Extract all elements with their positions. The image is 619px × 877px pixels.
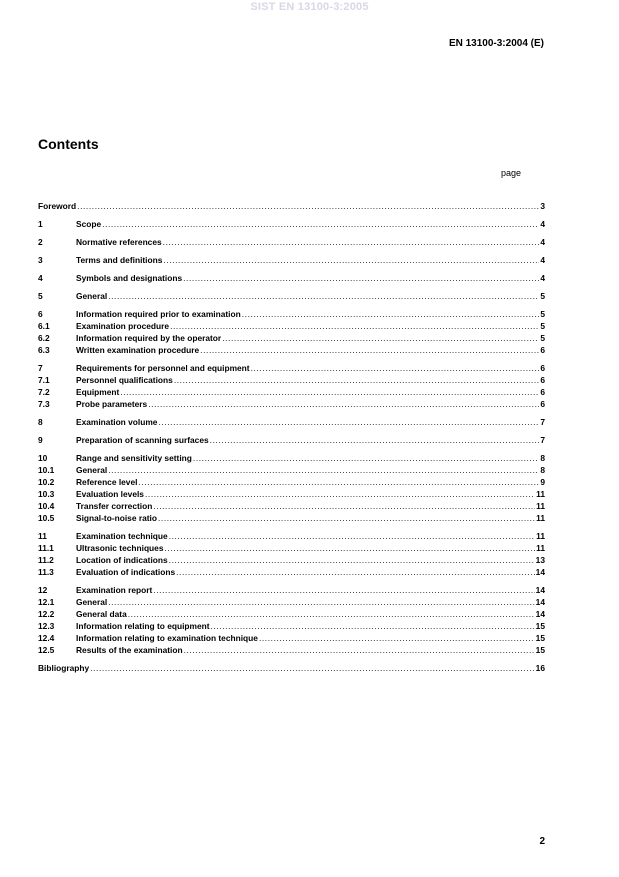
toc-entry-title: Personnel qualifications <box>76 375 173 385</box>
toc-entry[interactable] <box>38 218 545 230</box>
toc-entry-page: 14 <box>535 597 545 607</box>
toc-entry-title: Examination technique <box>76 531 168 541</box>
toc-dot-leader <box>77 200 539 212</box>
toc-entry-page: 6 <box>540 387 545 397</box>
toc-entry-title: Information required prior to examination <box>76 309 241 319</box>
toc-entry-title: Symbols and designations <box>76 273 183 283</box>
page-column-label: page <box>501 168 522 178</box>
toc-dot-leader <box>138 476 539 488</box>
toc-entry-page: 11 <box>536 501 545 511</box>
document-code: EN 13100-3:2004 (E) <box>448 38 544 49</box>
toc-entry-title: Information relating to examination technique <box>76 633 258 643</box>
toc-entry-number: 7 <box>38 363 43 373</box>
toc-entry-page: 15 <box>535 621 545 631</box>
toc-entry[interactable] <box>38 386 545 398</box>
toc-entry-title: Scope <box>76 219 102 229</box>
toc-entry[interactable] <box>38 644 545 656</box>
toc-entry[interactable] <box>38 236 545 248</box>
toc-entry[interactable] <box>38 290 545 302</box>
toc-entry-page: 4 <box>540 237 545 247</box>
toc-dot-leader <box>251 362 540 374</box>
toc-entry-number: 11 <box>38 531 47 541</box>
toc-entry-title: Equipment <box>76 387 120 397</box>
toc-entry-number: 11.3 <box>38 567 54 577</box>
toc-dot-leader <box>200 344 539 356</box>
toc-entry[interactable] <box>38 566 545 578</box>
toc-entry-title: Normative references <box>76 237 162 247</box>
toc-entry-title: Probe parameters <box>76 399 148 409</box>
toc-dot-leader <box>242 308 540 320</box>
toc-entry[interactable] <box>38 254 545 266</box>
toc-entry[interactable] <box>38 344 545 356</box>
toc-entry-number: 2 <box>38 237 43 247</box>
toc-entry-number: 7.3 <box>38 399 50 409</box>
toc-entry-number: 12.4 <box>38 633 55 643</box>
toc-entry[interactable] <box>38 362 545 374</box>
toc-dot-leader <box>148 398 539 410</box>
toc-entry-number: 11.2 <box>38 555 54 565</box>
toc-entry-number: 10.3 <box>38 489 55 499</box>
toc-dot-leader <box>102 218 539 230</box>
toc-entry-title: General <box>76 465 108 475</box>
toc-entry-number: 12.1 <box>38 597 55 607</box>
toc-entry[interactable] <box>38 542 545 554</box>
toc-dot-leader <box>184 644 535 656</box>
watermark: SIST EN 13100-3:2005 <box>250 1 369 13</box>
toc-entry-title: Information relating to equipment <box>76 621 210 631</box>
toc-entry-title: Examination procedure <box>76 321 170 331</box>
toc-entry-number: 5 <box>38 291 43 301</box>
toc-entry-title: Reference level <box>76 477 138 487</box>
toc-entry-title: Information required by the operator <box>76 333 222 343</box>
toc-entry[interactable] <box>38 308 545 320</box>
toc-entry-page: 14 <box>535 585 545 595</box>
toc-entry-page: 14 <box>535 609 545 619</box>
toc-entry[interactable] <box>38 512 545 524</box>
toc-entry[interactable] <box>38 554 545 566</box>
toc-entry-title: Written examination procedure <box>76 345 200 355</box>
toc-entry-title: Results of the examination <box>76 645 183 655</box>
toc-entry-number: 12.3 <box>38 621 55 631</box>
toc-entry-title: Examination report <box>76 585 153 595</box>
toc-entry[interactable] <box>38 200 545 212</box>
toc-entry-page: 5 <box>540 291 545 301</box>
toc-entry-title: Terms and definitions <box>76 255 163 265</box>
toc-entry[interactable] <box>38 320 545 332</box>
toc-entry-title: Range and sensitivity setting <box>76 453 192 463</box>
toc-dot-leader <box>183 272 539 284</box>
toc-dot-leader <box>165 542 536 554</box>
toc-entry[interactable] <box>38 530 545 542</box>
toc-dot-leader <box>120 386 539 398</box>
toc-entry[interactable] <box>38 434 545 446</box>
page-number: 2 <box>539 836 545 847</box>
toc-dot-leader <box>211 620 535 632</box>
toc-entry[interactable] <box>38 596 545 608</box>
toc-entry-title: General <box>76 291 108 301</box>
toc-entry-number: 10.1 <box>38 465 55 475</box>
toc-dot-leader <box>174 374 540 386</box>
toc-dot-leader <box>145 488 535 500</box>
toc-entry-title: Signal-to-noise ratio <box>76 513 157 523</box>
toc-entry-page: 8 <box>540 465 545 475</box>
toc-entry[interactable] <box>38 476 545 488</box>
toc-entry-page: 6 <box>540 399 545 409</box>
toc-dot-leader <box>163 254 539 266</box>
toc-dot-leader <box>222 332 539 344</box>
toc-entry-title: Transfer correction <box>76 501 153 511</box>
toc-dot-leader <box>128 608 535 620</box>
toc-entry-number: 12.2 <box>38 609 55 619</box>
toc-entry-page: 13 <box>535 555 545 565</box>
toc-entry-page: 16 <box>535 663 545 673</box>
toc-entry-title: Evaluation of indications <box>76 567 176 577</box>
toc-dot-leader <box>193 452 539 464</box>
toc-dot-leader <box>259 632 535 644</box>
toc-entry-page: 9 <box>540 477 545 487</box>
toc-entry-number: 6 <box>38 309 43 319</box>
toc-entry-page: 6 <box>540 375 545 385</box>
toc-entry-number: 10.2 <box>38 477 55 487</box>
toc-entry-title: General <box>76 597 108 607</box>
toc-dot-leader <box>153 584 534 596</box>
toc-dot-leader <box>158 416 539 428</box>
table-of-contents <box>38 200 545 674</box>
toc-dot-leader <box>163 236 540 248</box>
toc-entry-page: 5 <box>540 321 545 331</box>
toc-dot-leader <box>210 434 540 446</box>
toc-dot-leader <box>108 596 534 608</box>
toc-entry[interactable] <box>38 500 545 512</box>
toc-entry-number: 8 <box>38 417 43 427</box>
toc-entry-page: 7 <box>540 417 545 427</box>
toc-entry[interactable] <box>38 632 545 644</box>
toc-entry[interactable] <box>38 452 545 464</box>
toc-entry-title: General data <box>76 609 127 619</box>
toc-entry[interactable] <box>38 374 545 386</box>
toc-entry-title: Evaluation levels <box>76 489 144 499</box>
toc-dot-leader <box>170 320 539 332</box>
toc-dot-leader <box>176 566 535 578</box>
toc-entry-title: Location of indications <box>76 555 168 565</box>
toc-entry-page: 11 <box>536 513 545 523</box>
toc-entry-number: 11.1 <box>38 543 54 553</box>
toc-entry-number: 7.1 <box>38 375 50 385</box>
toc-entry-title: Requirements for personnel and equipment <box>76 363 250 373</box>
toc-dot-leader <box>108 290 539 302</box>
toc-entry-number: 10 <box>38 453 48 463</box>
toc-entry-number: 12 <box>38 585 48 595</box>
toc-entry-number: 9 <box>38 435 43 445</box>
toc-entry-page: 14 <box>535 567 545 577</box>
toc-entry[interactable] <box>38 488 545 500</box>
toc-entry-number: 6.3 <box>38 345 50 355</box>
toc-entry[interactable] <box>38 584 545 596</box>
toc-entry-number: 1 <box>38 219 43 229</box>
toc-dot-leader <box>169 554 535 566</box>
toc-entry[interactable] <box>38 272 545 284</box>
toc-entry[interactable] <box>38 662 545 674</box>
toc-entry-number: 10.4 <box>38 501 55 511</box>
toc-dot-leader <box>153 500 535 512</box>
toc-entry-page: 4 <box>540 219 545 229</box>
toc-entry[interactable] <box>38 332 545 344</box>
toc-entry-page: 15 <box>535 645 545 655</box>
toc-dot-leader <box>158 512 535 524</box>
toc-entry-page: 6 <box>540 363 545 373</box>
toc-entry-number: 12.5 <box>38 645 55 655</box>
toc-entry-number: 7.2 <box>38 387 50 397</box>
toc-entry[interactable] <box>38 620 545 632</box>
toc-entry-page: 11 <box>536 543 545 553</box>
contents-heading: Contents <box>38 136 99 152</box>
toc-entry-number: 6.1 <box>38 321 50 331</box>
toc-entry-page: 8 <box>540 453 545 463</box>
toc-entry-number: 6.2 <box>38 333 50 343</box>
toc-entry-page: 4 <box>540 273 545 283</box>
toc-dot-leader <box>108 464 539 476</box>
toc-entry-page: 6 <box>540 345 545 355</box>
toc-entry-page: 5 <box>540 309 545 319</box>
toc-entry-title: Preparation of scanning surfaces <box>76 435 209 445</box>
toc-entry[interactable] <box>38 398 545 410</box>
toc-dot-leader <box>90 662 534 674</box>
toc-entry-title: Examination volume <box>76 417 158 427</box>
toc-entry-page: 15 <box>535 633 545 643</box>
toc-entry-number: 4 <box>38 273 43 283</box>
toc-entry-page: 4 <box>540 255 545 265</box>
toc-entry-page: 11 <box>536 531 545 541</box>
toc-entry[interactable] <box>38 608 545 620</box>
toc-entry-page: 3 <box>540 201 545 211</box>
toc-entry-page: 5 <box>540 333 545 343</box>
toc-entry-page: 7 <box>540 435 545 445</box>
toc-entry-title: Bibliography <box>38 663 90 673</box>
toc-entry[interactable] <box>38 416 545 428</box>
toc-entry-title: Foreword <box>38 201 77 211</box>
toc-dot-leader <box>169 530 535 542</box>
toc-entry[interactable] <box>38 464 545 476</box>
toc-entry-title: Ultrasonic techniques <box>76 543 164 553</box>
toc-entry-page: 11 <box>536 489 545 499</box>
toc-entry-number: 10.5 <box>38 513 55 523</box>
toc-entry-number: 3 <box>38 255 43 265</box>
